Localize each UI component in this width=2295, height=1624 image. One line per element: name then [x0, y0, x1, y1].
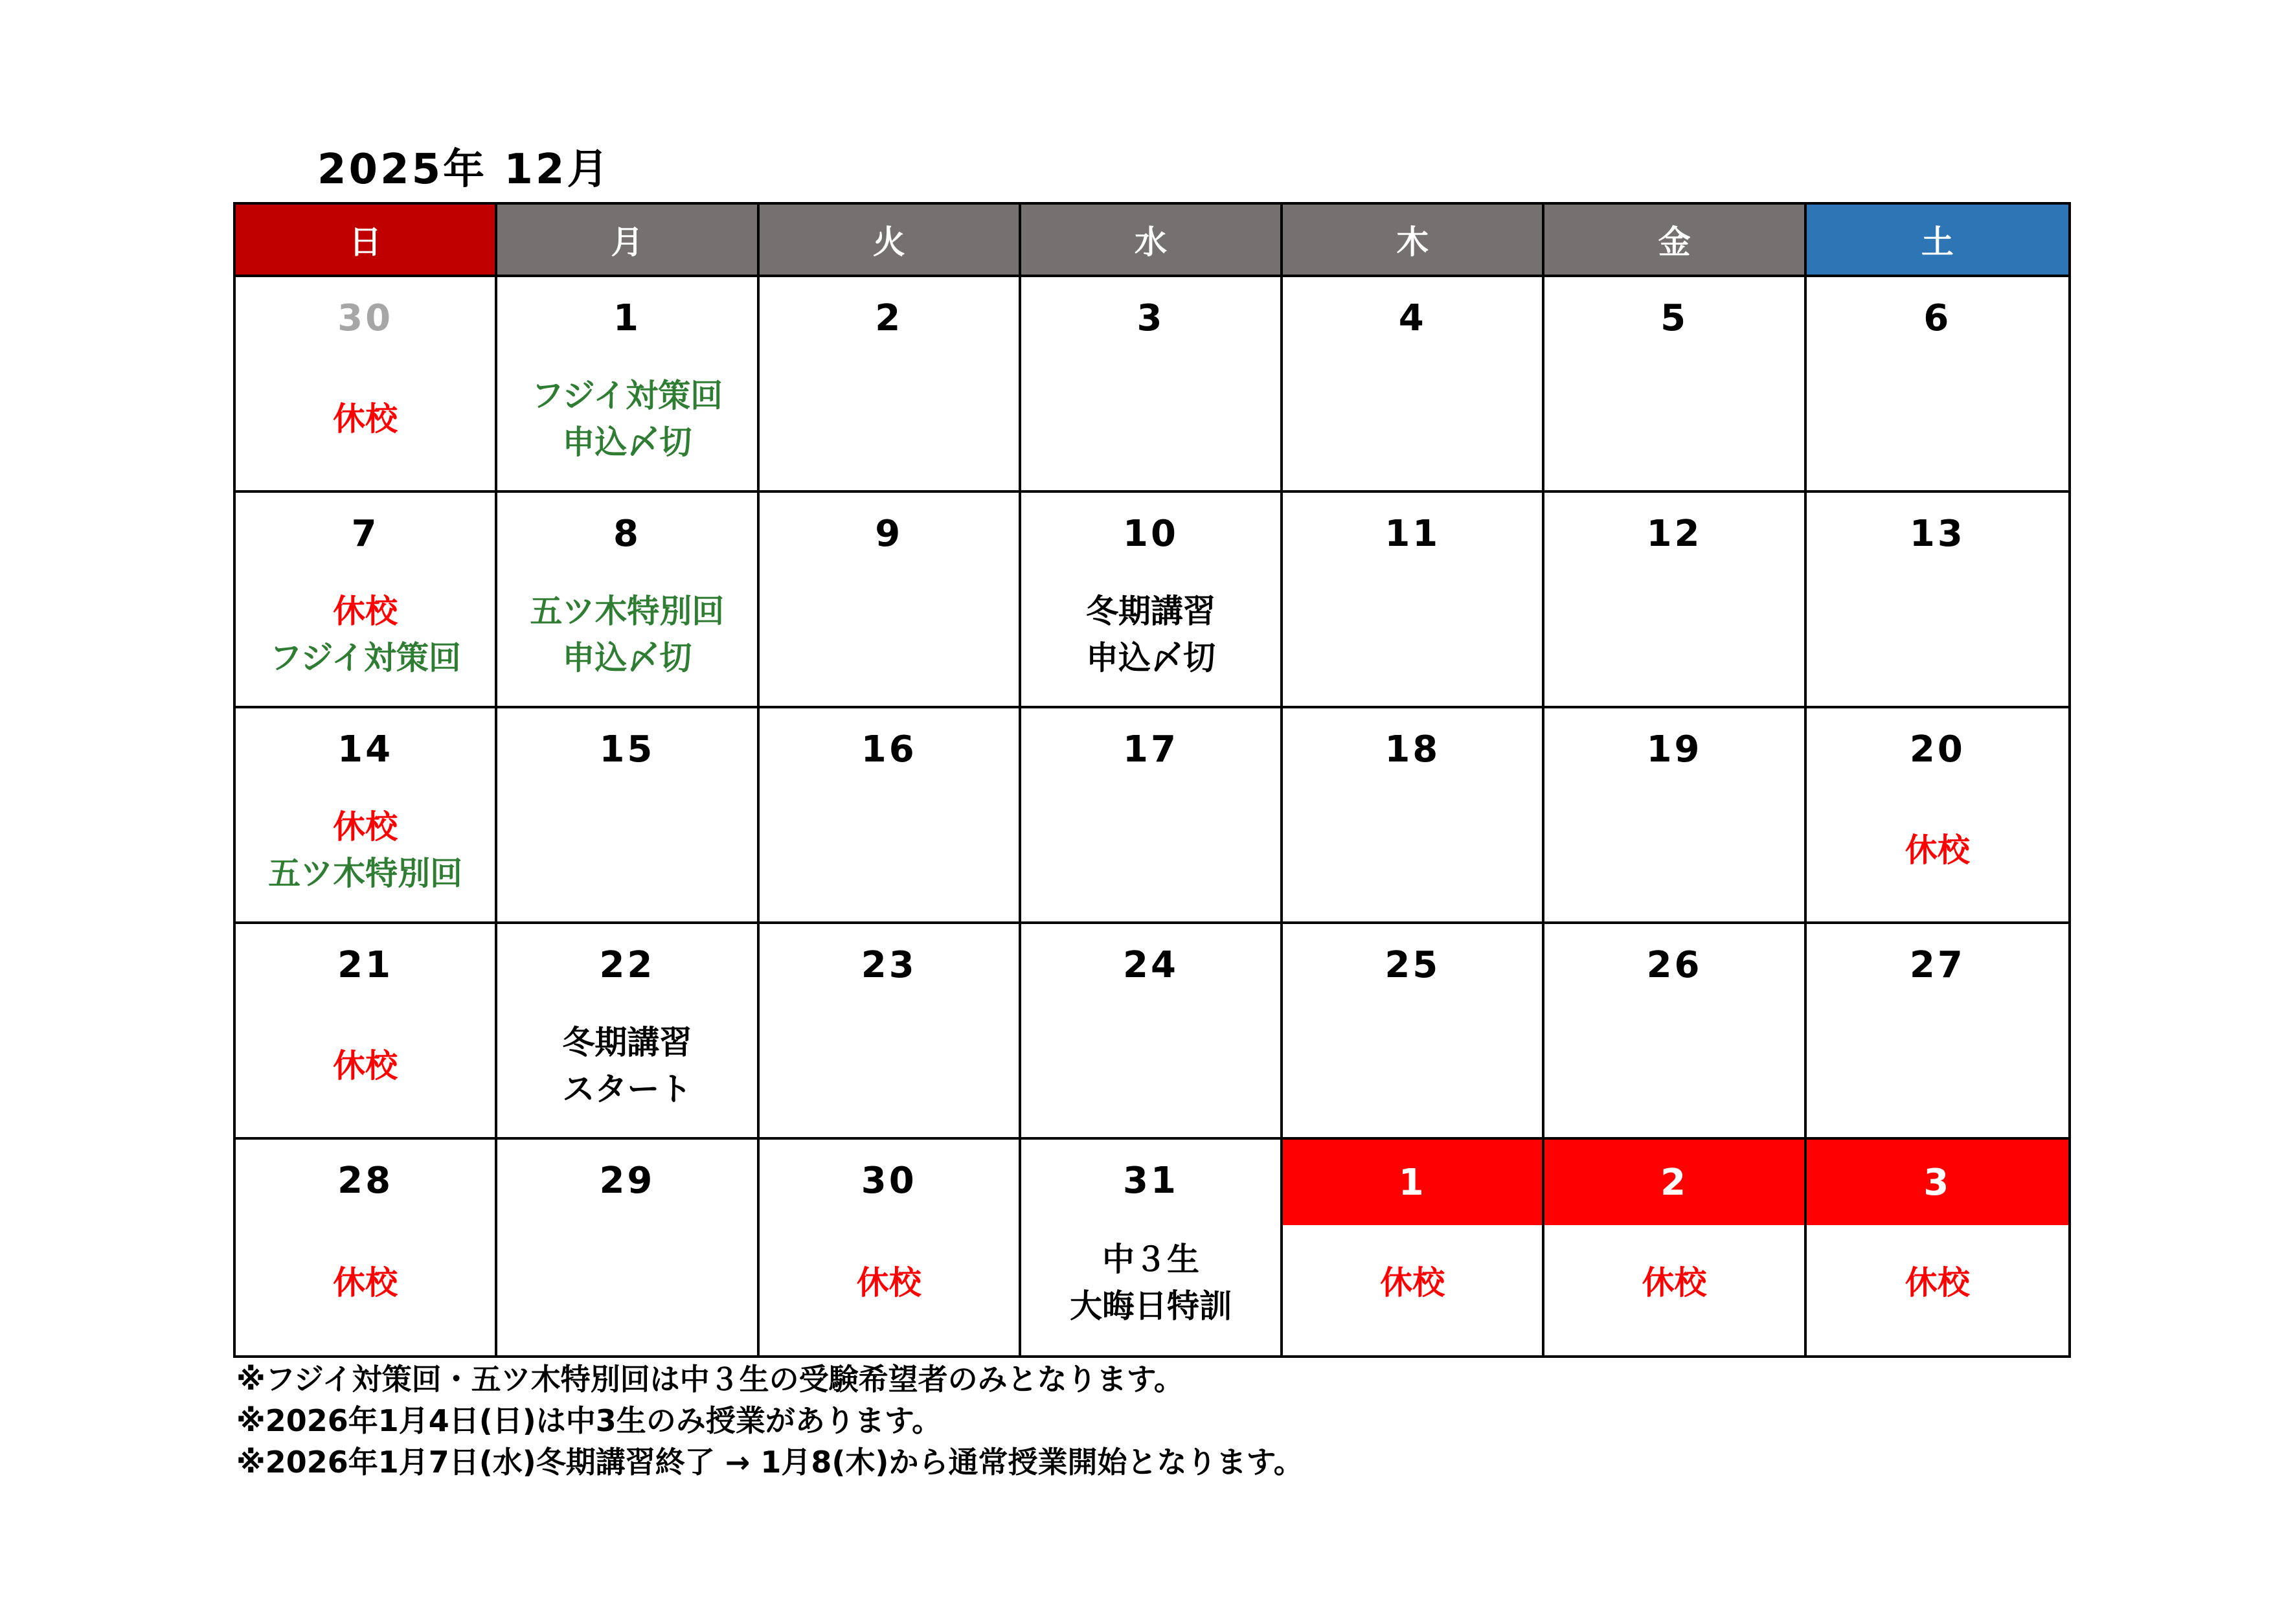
event-label: 冬期講習 [1085, 592, 1215, 630]
day-number: 3 [1136, 297, 1165, 339]
day-events [236, 1221, 495, 1355]
day-cell [760, 277, 1021, 493]
event-label: 申込〆切 [1085, 638, 1215, 677]
weekday-header: 火 [760, 205, 1021, 277]
day-number: 3 [1807, 1140, 2068, 1225]
day-number: 19 [1646, 728, 1702, 771]
day-number: 2 [1544, 1140, 1803, 1225]
weekday-header: 金 [1544, 205, 1806, 277]
day-cell [1021, 277, 1283, 493]
day-events [1544, 359, 1803, 490]
day-cell [497, 493, 759, 708]
day-events [1021, 574, 1280, 706]
day-number: 17 [1123, 728, 1179, 771]
day-cell [1283, 708, 1544, 924]
day-cell [1807, 1140, 2068, 1355]
day-events [1283, 574, 1542, 706]
day-cell [1544, 1140, 1806, 1355]
day-number: 25 [1385, 943, 1441, 986]
day-number: 24 [1123, 943, 1179, 986]
weekday-header: 月 [497, 205, 759, 277]
day-number: 29 [599, 1159, 655, 1202]
day-events [1283, 359, 1542, 490]
day-number: 18 [1385, 728, 1441, 771]
day-events [1807, 1221, 2068, 1355]
event-label: 休校 [333, 807, 398, 846]
day-number: 5 [1660, 297, 1689, 339]
event-label: 休校 [333, 1046, 398, 1085]
day-cell [497, 277, 759, 493]
event-label: 休校 [333, 592, 398, 630]
day-number: 30 [861, 1159, 917, 1202]
day-events [1021, 1006, 1280, 1137]
event-label: 中３生 [1102, 1240, 1199, 1278]
event-label: 申込〆切 [562, 638, 692, 677]
calendar-title: 2025年 12月 [317, 146, 611, 194]
day-number: 10 [1123, 512, 1179, 555]
day-events [1544, 1221, 1803, 1355]
day-cell [1544, 708, 1806, 924]
day-cell [497, 924, 759, 1140]
day-number: 6 [1923, 297, 1952, 339]
day-cell [236, 277, 497, 493]
event-label: 五ツ木特別回 [268, 854, 463, 892]
day-number: 27 [1909, 943, 1965, 986]
day-number: 9 [875, 512, 903, 555]
day-events [1807, 574, 2068, 706]
day-cell [1807, 493, 2068, 708]
day-number: 15 [599, 728, 655, 771]
day-events [760, 790, 1019, 921]
event-label: 休校 [856, 1263, 921, 1302]
day-cell [497, 708, 759, 924]
day-events [236, 1006, 495, 1137]
day-cell [236, 924, 497, 1140]
day-events [1283, 790, 1542, 921]
day-cell [760, 1140, 1021, 1355]
event-label: フジイ対策回 [269, 638, 461, 677]
day-cell [1807, 708, 2068, 924]
footnotes [236, 1359, 1304, 1483]
day-events [1021, 359, 1280, 490]
day-cell [1021, 1140, 1283, 1355]
weekday-header: 水 [1021, 205, 1283, 277]
weekday-header: 木 [1283, 205, 1544, 277]
day-cell [1544, 493, 1806, 708]
day-number: 13 [1909, 512, 1965, 555]
day-number: 28 [337, 1159, 394, 1202]
day-cell [497, 1140, 759, 1355]
day-events [760, 574, 1019, 706]
footnote: ※2026年1月4日(日)は中3生のみ授業があります。 [236, 1403, 942, 1438]
event-label: フジイ対策回 [531, 376, 723, 414]
day-events [1021, 790, 1280, 921]
day-cell [1021, 924, 1283, 1140]
day-number: 1 [1283, 1140, 1542, 1225]
day-number: 11 [1385, 512, 1441, 555]
day-cell [236, 708, 497, 924]
day-events [1807, 790, 2068, 921]
event-label: 休校 [1905, 1263, 1970, 1302]
day-cell [1283, 924, 1544, 1140]
event-label: スタート [562, 1070, 692, 1108]
event-label: 大晦日特訓 [1069, 1287, 1232, 1325]
day-number: 7 [351, 512, 379, 555]
day-events [497, 790, 756, 921]
day-cell [1021, 493, 1283, 708]
day-events [1283, 1221, 1542, 1355]
event-label: 休校 [1905, 831, 1970, 869]
day-events [760, 359, 1019, 490]
day-number: 4 [1398, 297, 1427, 339]
day-number: 14 [337, 728, 394, 771]
day-cell [236, 1140, 497, 1355]
event-label: 休校 [333, 400, 398, 438]
day-events [1544, 574, 1803, 706]
day-events [1021, 1221, 1280, 1355]
event-label: 休校 [1642, 1263, 1707, 1302]
day-number: 30 [337, 297, 394, 339]
event-label: 冬期講習 [562, 1023, 692, 1061]
day-number: 16 [861, 728, 917, 771]
day-number: 21 [337, 943, 394, 986]
day-events [1544, 1006, 1803, 1137]
day-events [497, 574, 756, 706]
day-number: 31 [1123, 1159, 1179, 1202]
day-events [236, 574, 495, 706]
day-cell [760, 924, 1021, 1140]
weekday-header: 日 [236, 205, 497, 277]
day-events [1544, 790, 1803, 921]
day-cell [1807, 277, 2068, 493]
day-cell [1807, 924, 2068, 1140]
day-events [1283, 1006, 1542, 1137]
day-events [236, 790, 495, 921]
event-label: 休校 [1380, 1263, 1445, 1302]
day-number: 23 [861, 943, 917, 986]
day-number: 8 [613, 512, 641, 555]
day-events [760, 1006, 1019, 1137]
day-cell [1544, 277, 1806, 493]
day-number: 2 [875, 297, 903, 339]
footnote: ※2026年1月7日(水)冬期講習終了 → 1月8(木)から通常授業開始となります。 [236, 1445, 1304, 1480]
event-label: 五ツ木特別回 [530, 592, 725, 630]
event-label: 申込〆切 [562, 423, 692, 461]
day-number: 1 [613, 297, 641, 339]
day-events [497, 1006, 756, 1137]
day-cell [236, 493, 497, 708]
event-label: 休校 [333, 1263, 398, 1302]
day-cell [1283, 1140, 1544, 1355]
day-cell [1544, 924, 1806, 1140]
day-events [760, 1221, 1019, 1355]
day-events [1807, 359, 2068, 490]
day-number: 22 [599, 943, 655, 986]
footnote: ※フジイ対策回・五ツ木特別回は中３生の受験希望者のみとなります。 [236, 1362, 1184, 1397]
day-number: 20 [1909, 728, 1965, 771]
day-cell [760, 493, 1021, 708]
calendar-grid [233, 202, 2071, 1358]
day-events [497, 359, 756, 490]
day-events [236, 359, 495, 490]
weekday-header: 土 [1807, 205, 2068, 277]
day-cell [760, 708, 1021, 924]
day-cell [1283, 493, 1544, 708]
day-number: 26 [1646, 943, 1702, 986]
day-cell [1283, 277, 1544, 493]
day-number: 12 [1646, 512, 1702, 555]
day-events [1807, 1006, 2068, 1137]
day-cell [1021, 708, 1283, 924]
day-events [497, 1221, 756, 1355]
